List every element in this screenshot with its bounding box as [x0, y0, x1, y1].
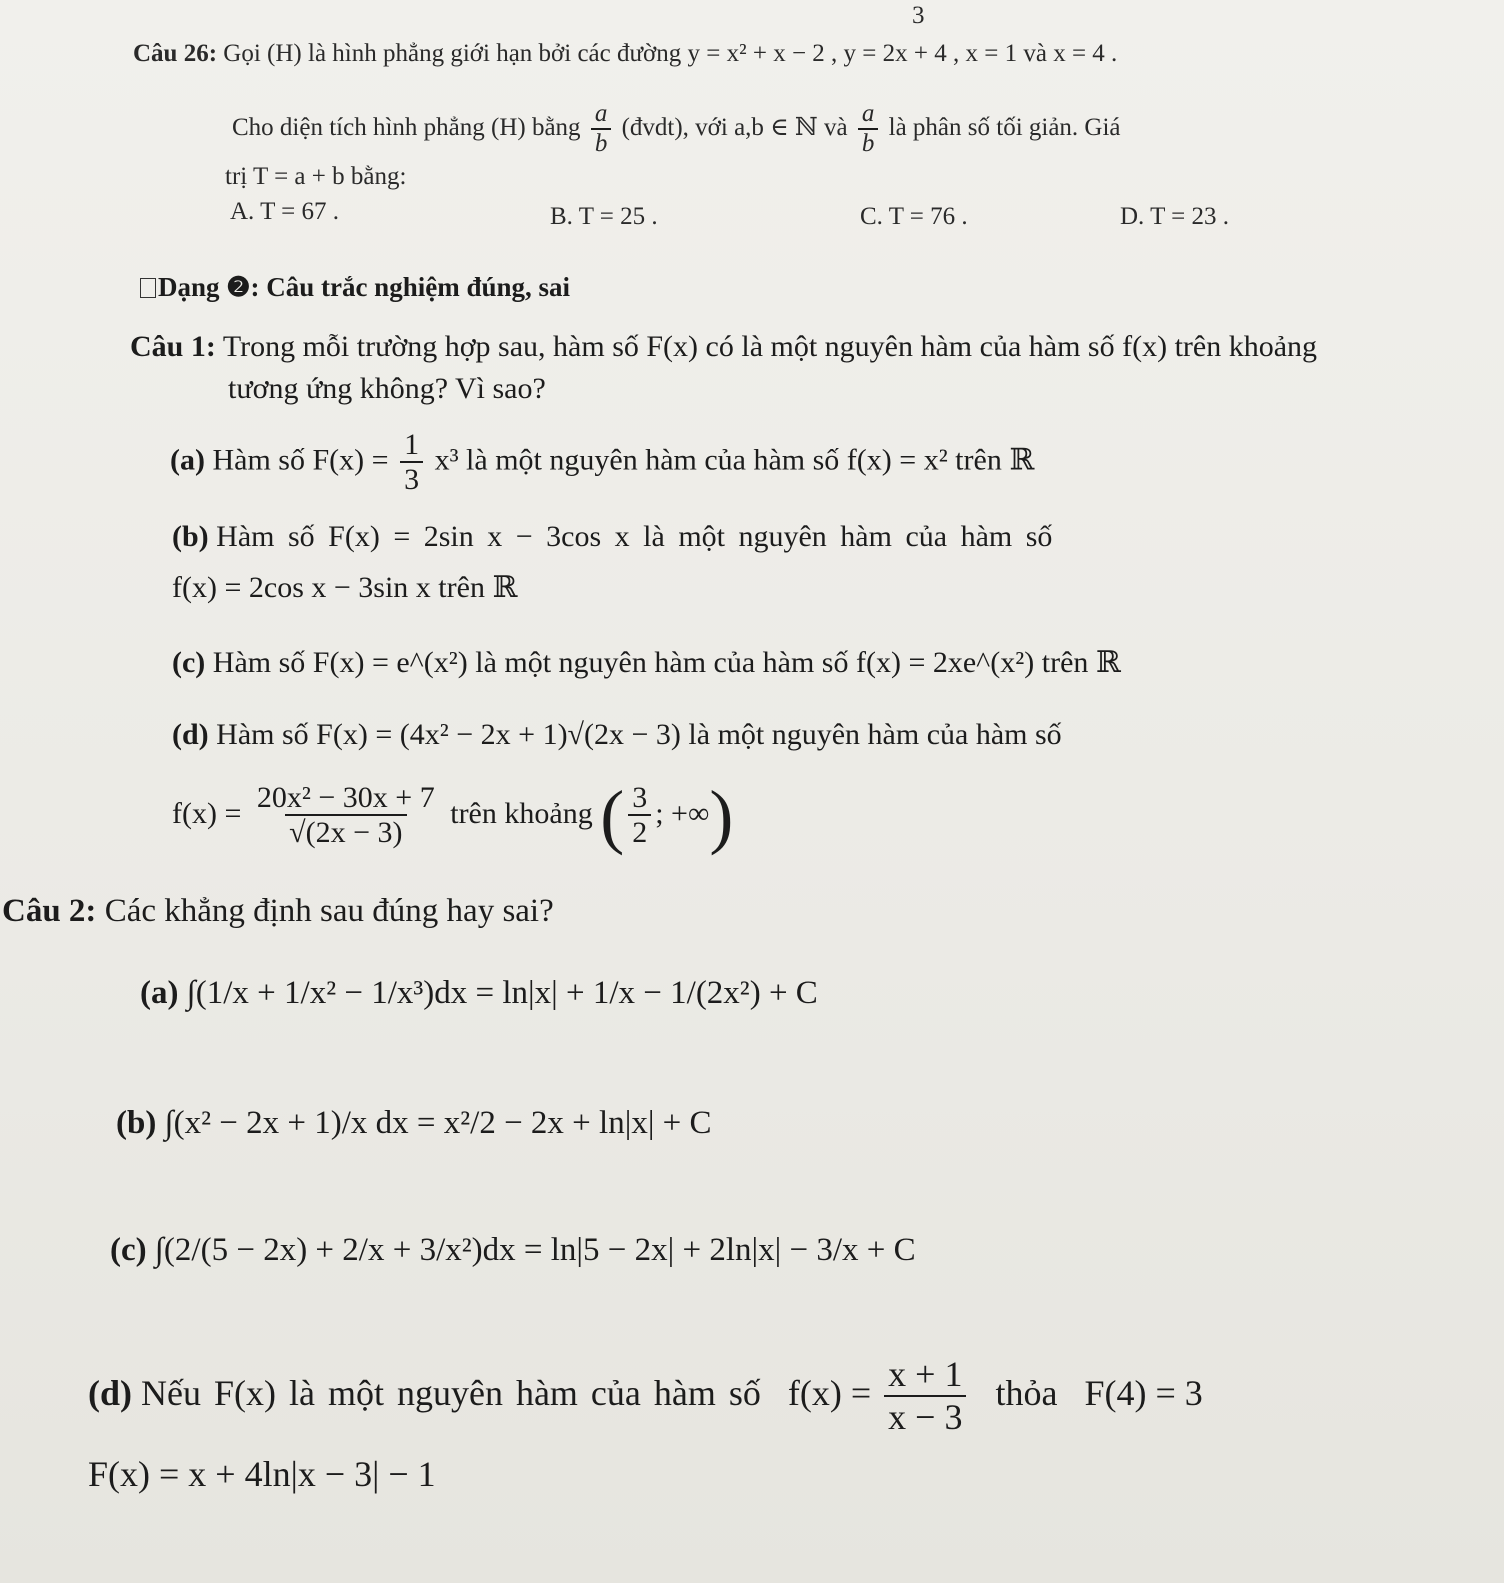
c1-b-label: (b) [172, 520, 209, 553]
frac-denominator: √(2x − 3) [285, 814, 406, 851]
q26-fraction-ab-2 [858, 100, 879, 158]
c1-d-text: Hàm số F(x) = (4x² − 2x + 1)√(2x − 3) là một nguyên hàm của hàm số [216, 718, 1062, 751]
frac-denominator: 2 [628, 814, 651, 851]
c1-d-label: (d) [172, 718, 209, 751]
q26-text-2a: Cho diện tích hình phẳng (H) bằng [232, 113, 581, 141]
frac-numerator: 20x² − 30x + 7 [256, 781, 435, 815]
c1-text-1: Trong mỗi trường hợp sau, hàm số F(x) có là một nguyên hàm của hàm số f(x) trên khoảng [222, 330, 1318, 363]
c1-item-d-line2 [172, 776, 734, 856]
q26-option-a: A. T = 67 . [230, 198, 340, 225]
q26-text-2c: là phân số tối giản. Giá [888, 113, 1121, 141]
q26-fraction-ab [591, 100, 612, 158]
c2-b-label: (b) [116, 1105, 157, 1141]
q26-text-2b: (đvdt), với a,b ∈ ℕ và [621, 113, 848, 141]
c2-item-d-line2: F(x) = x + 4ln|x − 3| − 1 [88, 1454, 436, 1494]
right-paren: ) [709, 776, 734, 856]
q26-option-c: C. T = 76 . [860, 203, 968, 230]
frac-denominator: 3 [400, 461, 423, 498]
q26-line2 [232, 100, 1121, 158]
c2-item-a [140, 975, 818, 1012]
q26-line1 [133, 40, 1117, 68]
q26-line3: trị T = a + b bằng: [225, 163, 407, 190]
c1-c-label: (c) [172, 646, 206, 679]
c2-d-label: (d) [88, 1372, 132, 1413]
c1-a-label: (a) [170, 443, 205, 477]
c2-a-label: (a) [140, 975, 179, 1011]
frac-denominator: x − 3 [884, 1395, 966, 1438]
c1-d-interval-fraction [628, 781, 651, 851]
q26-option-b: B. T = 25 . [550, 203, 658, 230]
c2-a-equation: ∫(1/x + 1/x² − 1/x³)dx = ln|x| + 1/x − 1/(2x²) + C [186, 975, 818, 1011]
c2-b-equation: ∫(x² − 2x + 1)/x dx = x²/2 − 2x + ln|x| + C [164, 1105, 712, 1141]
c1-item-b-line1 [172, 520, 1052, 554]
c2-c-label: (c) [110, 1232, 147, 1268]
section-title-text: Dạng ❷: Câu trắc nghiệm đúng, sai [158, 272, 571, 302]
frac-numerator: x + 1 [888, 1354, 963, 1394]
c2-d-thoa: thỏa [995, 1372, 1058, 1413]
checkbox-icon [140, 278, 156, 298]
c2-d-condition: F(4) = 3 [1084, 1372, 1203, 1413]
c1-d-fraction [253, 781, 439, 851]
c2-heading [2, 893, 554, 930]
c1-item-b-line2: f(x) = 2cos x − 3sin x trên ℝ [172, 571, 518, 604]
section-title [140, 272, 570, 303]
q26-option-d: D. T = 23 . [1120, 203, 1230, 230]
c1-line1 [130, 330, 1317, 364]
c2-c-equation: ∫(2/(5 − 2x) + 2/x + 3/x²)dx = ln|5 − 2x| + 2ln|x| − 3/x + C [154, 1232, 916, 1268]
c2-item-d-line1 [88, 1355, 1203, 1438]
left-paren: ( [600, 776, 625, 856]
c1-line2: tương ứng không? Vì sao? [228, 372, 546, 405]
c1-item-c [172, 645, 1121, 680]
c1-a-fraction [400, 428, 423, 498]
c1-d-interval-tail: ; +∞ [655, 796, 710, 830]
frac-numerator: a [594, 100, 608, 127]
c2-item-b [116, 1105, 712, 1142]
c2-label: Câu 2: [2, 893, 97, 929]
c1-c-text: Hàm số F(x) = e^(x²) là một nguyên hàm của hàm số f(x) = 2xe^(x²) trên ℝ [212, 646, 1121, 679]
c1-d-mid: trên khoảng [450, 796, 593, 830]
c1-item-a [170, 428, 1034, 498]
c1-item-d-line1 [172, 718, 1062, 752]
c2-d-text: Nếu F(x) là một nguyên hàm của hàm số [141, 1372, 761, 1413]
c1-a-pre: Hàm số F(x) = [212, 443, 389, 477]
c1-d-pre: f(x) = [172, 796, 242, 830]
frac-numerator: 3 [632, 781, 648, 815]
c1-b-text: Hàm số F(x) = 2sin x − 3cos x là một nguyên hàm của hàm số [216, 520, 1053, 553]
q26-label: Câu 26: [133, 40, 218, 67]
c2-item-c [110, 1232, 916, 1269]
c2-d-f-pre: f(x) = [787, 1372, 872, 1413]
c2-title: Các khẳng định sau đúng hay sai? [104, 893, 554, 929]
frac-denominator: b [591, 128, 612, 159]
c1-a-post: x³ là một nguyên hàm của hàm số f(x) = x² trên ℝ [434, 443, 1035, 477]
frac-denominator: b [858, 128, 879, 159]
q26-text-1: Gọi (H) là hình phẳng giới hạn bởi các đường y = x² + x − 2 , y = 2x + 4 , x = 1 và x = 4 . [223, 40, 1118, 67]
page-number: 3 [912, 2, 925, 29]
c2-d-fraction [884, 1355, 966, 1438]
c1-label: Câu 1: [130, 330, 216, 363]
frac-numerator: a [861, 100, 875, 127]
frac-numerator: 1 [404, 428, 420, 461]
